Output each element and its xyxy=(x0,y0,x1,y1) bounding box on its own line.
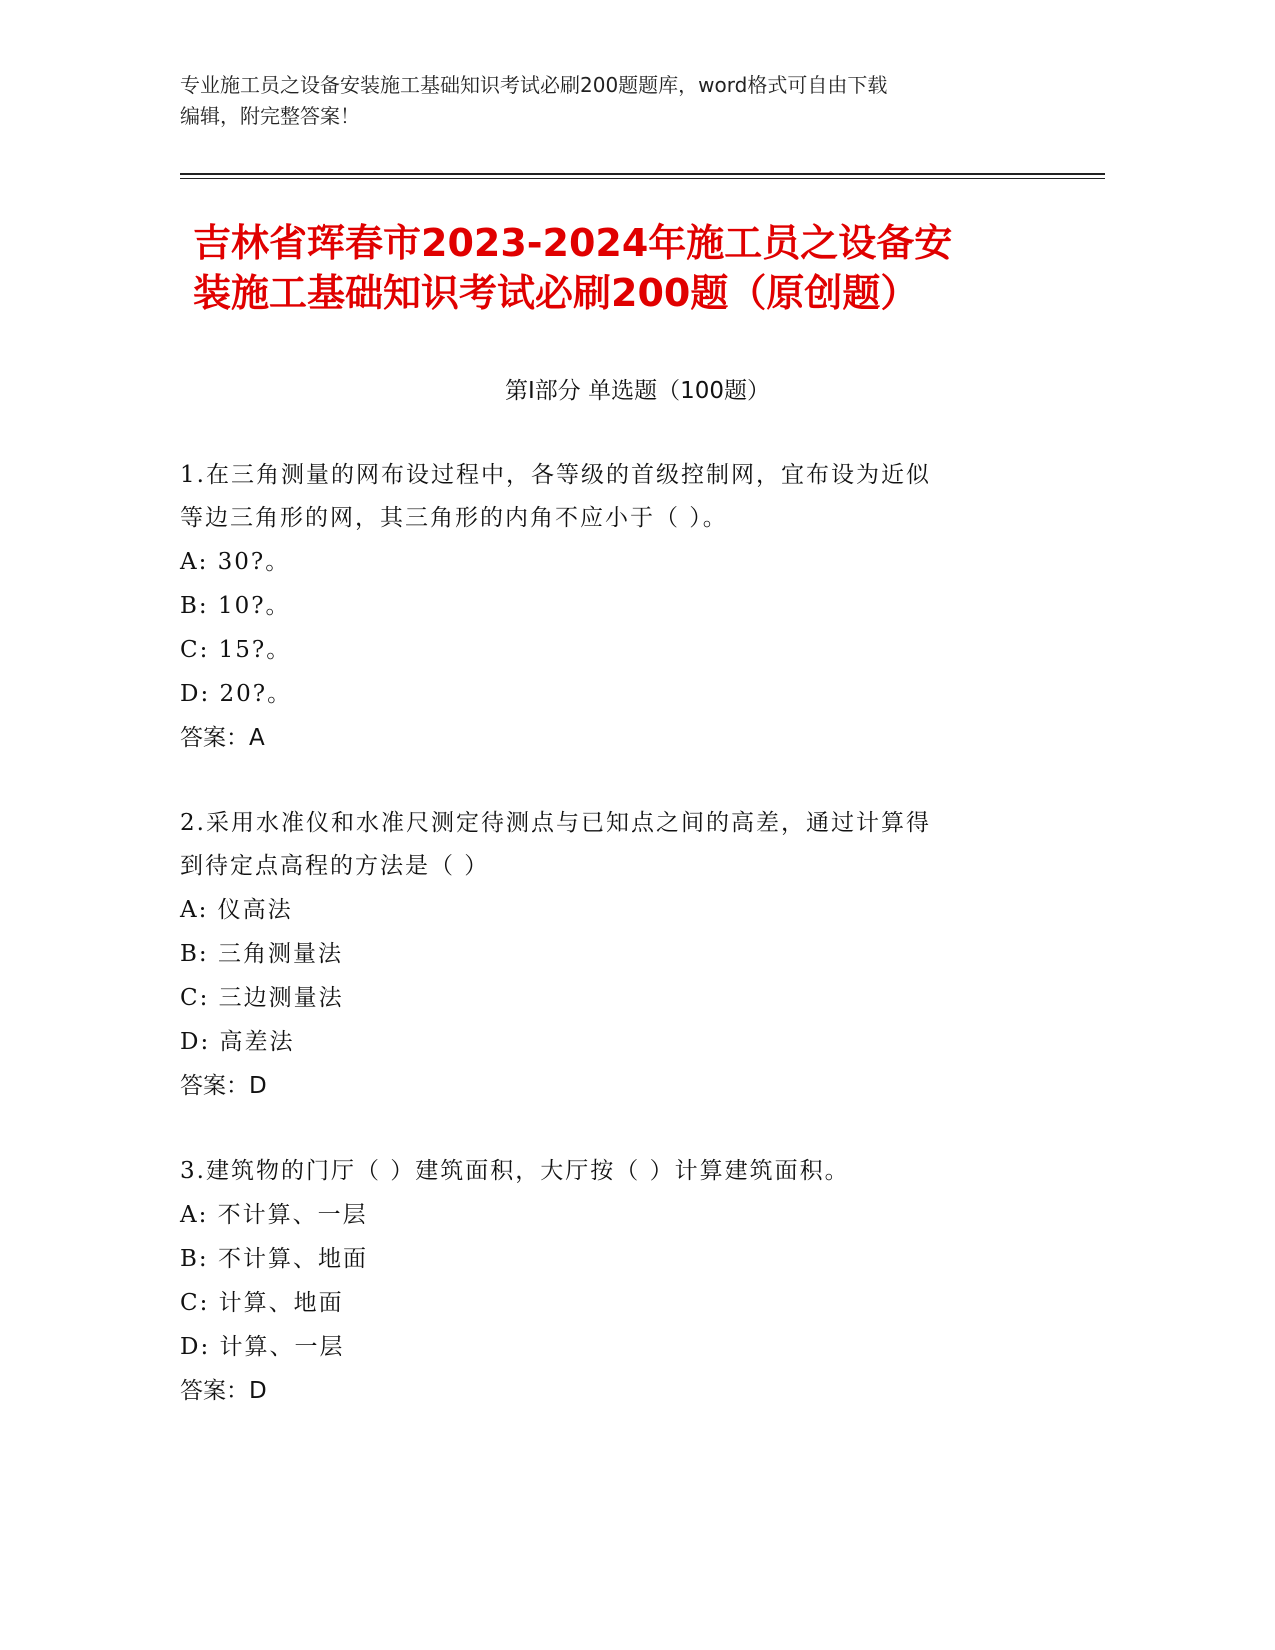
title-line-2: 装施工基础知识考试必刷200题（原创题） xyxy=(193,271,919,315)
answer: 答案：D xyxy=(180,1073,267,1099)
header-divider-thick xyxy=(180,173,1105,175)
section-heading: 第Ⅰ部分 单选题（100题） xyxy=(505,378,770,404)
option-c: C: 计算、地面 xyxy=(180,1290,344,1316)
option-d: D: 高差法 xyxy=(180,1029,295,1055)
question-1 xyxy=(180,454,1080,760)
option-b: B: 10?。 xyxy=(180,593,291,619)
answer: 答案：A xyxy=(180,725,265,751)
header-line-2: 编辑，附完整答案！ xyxy=(180,104,360,128)
option-a: A: 仪高法 xyxy=(180,897,293,923)
stem-line: 2.采用水准仪和水准尺测定待测点与已知点之间的高差，通过计算得 xyxy=(180,810,931,836)
option-a: A: 不计算、一层 xyxy=(180,1202,368,1228)
stem-line: 到待定点高程的方法是（ ） xyxy=(180,853,490,879)
option-b: B: 三角测量法 xyxy=(180,941,343,967)
option-c: C: 三边测量法 xyxy=(180,985,344,1011)
stem-line: 等边三角形的网，其三角形的内角不应小于（ ）。 xyxy=(180,505,728,531)
question-2 xyxy=(180,802,1080,1108)
option-c: C: 15?。 xyxy=(180,637,292,663)
question-stem xyxy=(180,1150,1080,1193)
stem-line: 1.在三角测量的网布设过程中，各等级的首级控制网，宜布设为近似 xyxy=(180,462,931,488)
document-title xyxy=(193,218,1093,318)
question-stem xyxy=(180,454,1080,540)
option-d: D: 20?。 xyxy=(180,681,293,707)
question-stem xyxy=(180,802,1080,888)
title-line-1: 吉林省珲春市2023-2024年施工员之设备安 xyxy=(193,221,953,265)
document-header xyxy=(180,70,1080,132)
header-line-1: 专业施工员之设备安装施工基础知识考试必刷200题题库，word格式可自由下载 xyxy=(180,73,888,97)
option-d: D: 计算、一层 xyxy=(180,1334,345,1360)
option-a: A: 30?。 xyxy=(180,549,291,575)
option-b: B: 不计算、地面 xyxy=(180,1246,368,1272)
stem-line: 3.建筑物的门厅（ ）建筑面积，大厅按（ ）计算建筑面积。 xyxy=(180,1158,850,1184)
header-divider-thin xyxy=(180,178,1105,179)
answer: 答案：D xyxy=(180,1378,267,1404)
question-3 xyxy=(180,1150,1080,1413)
